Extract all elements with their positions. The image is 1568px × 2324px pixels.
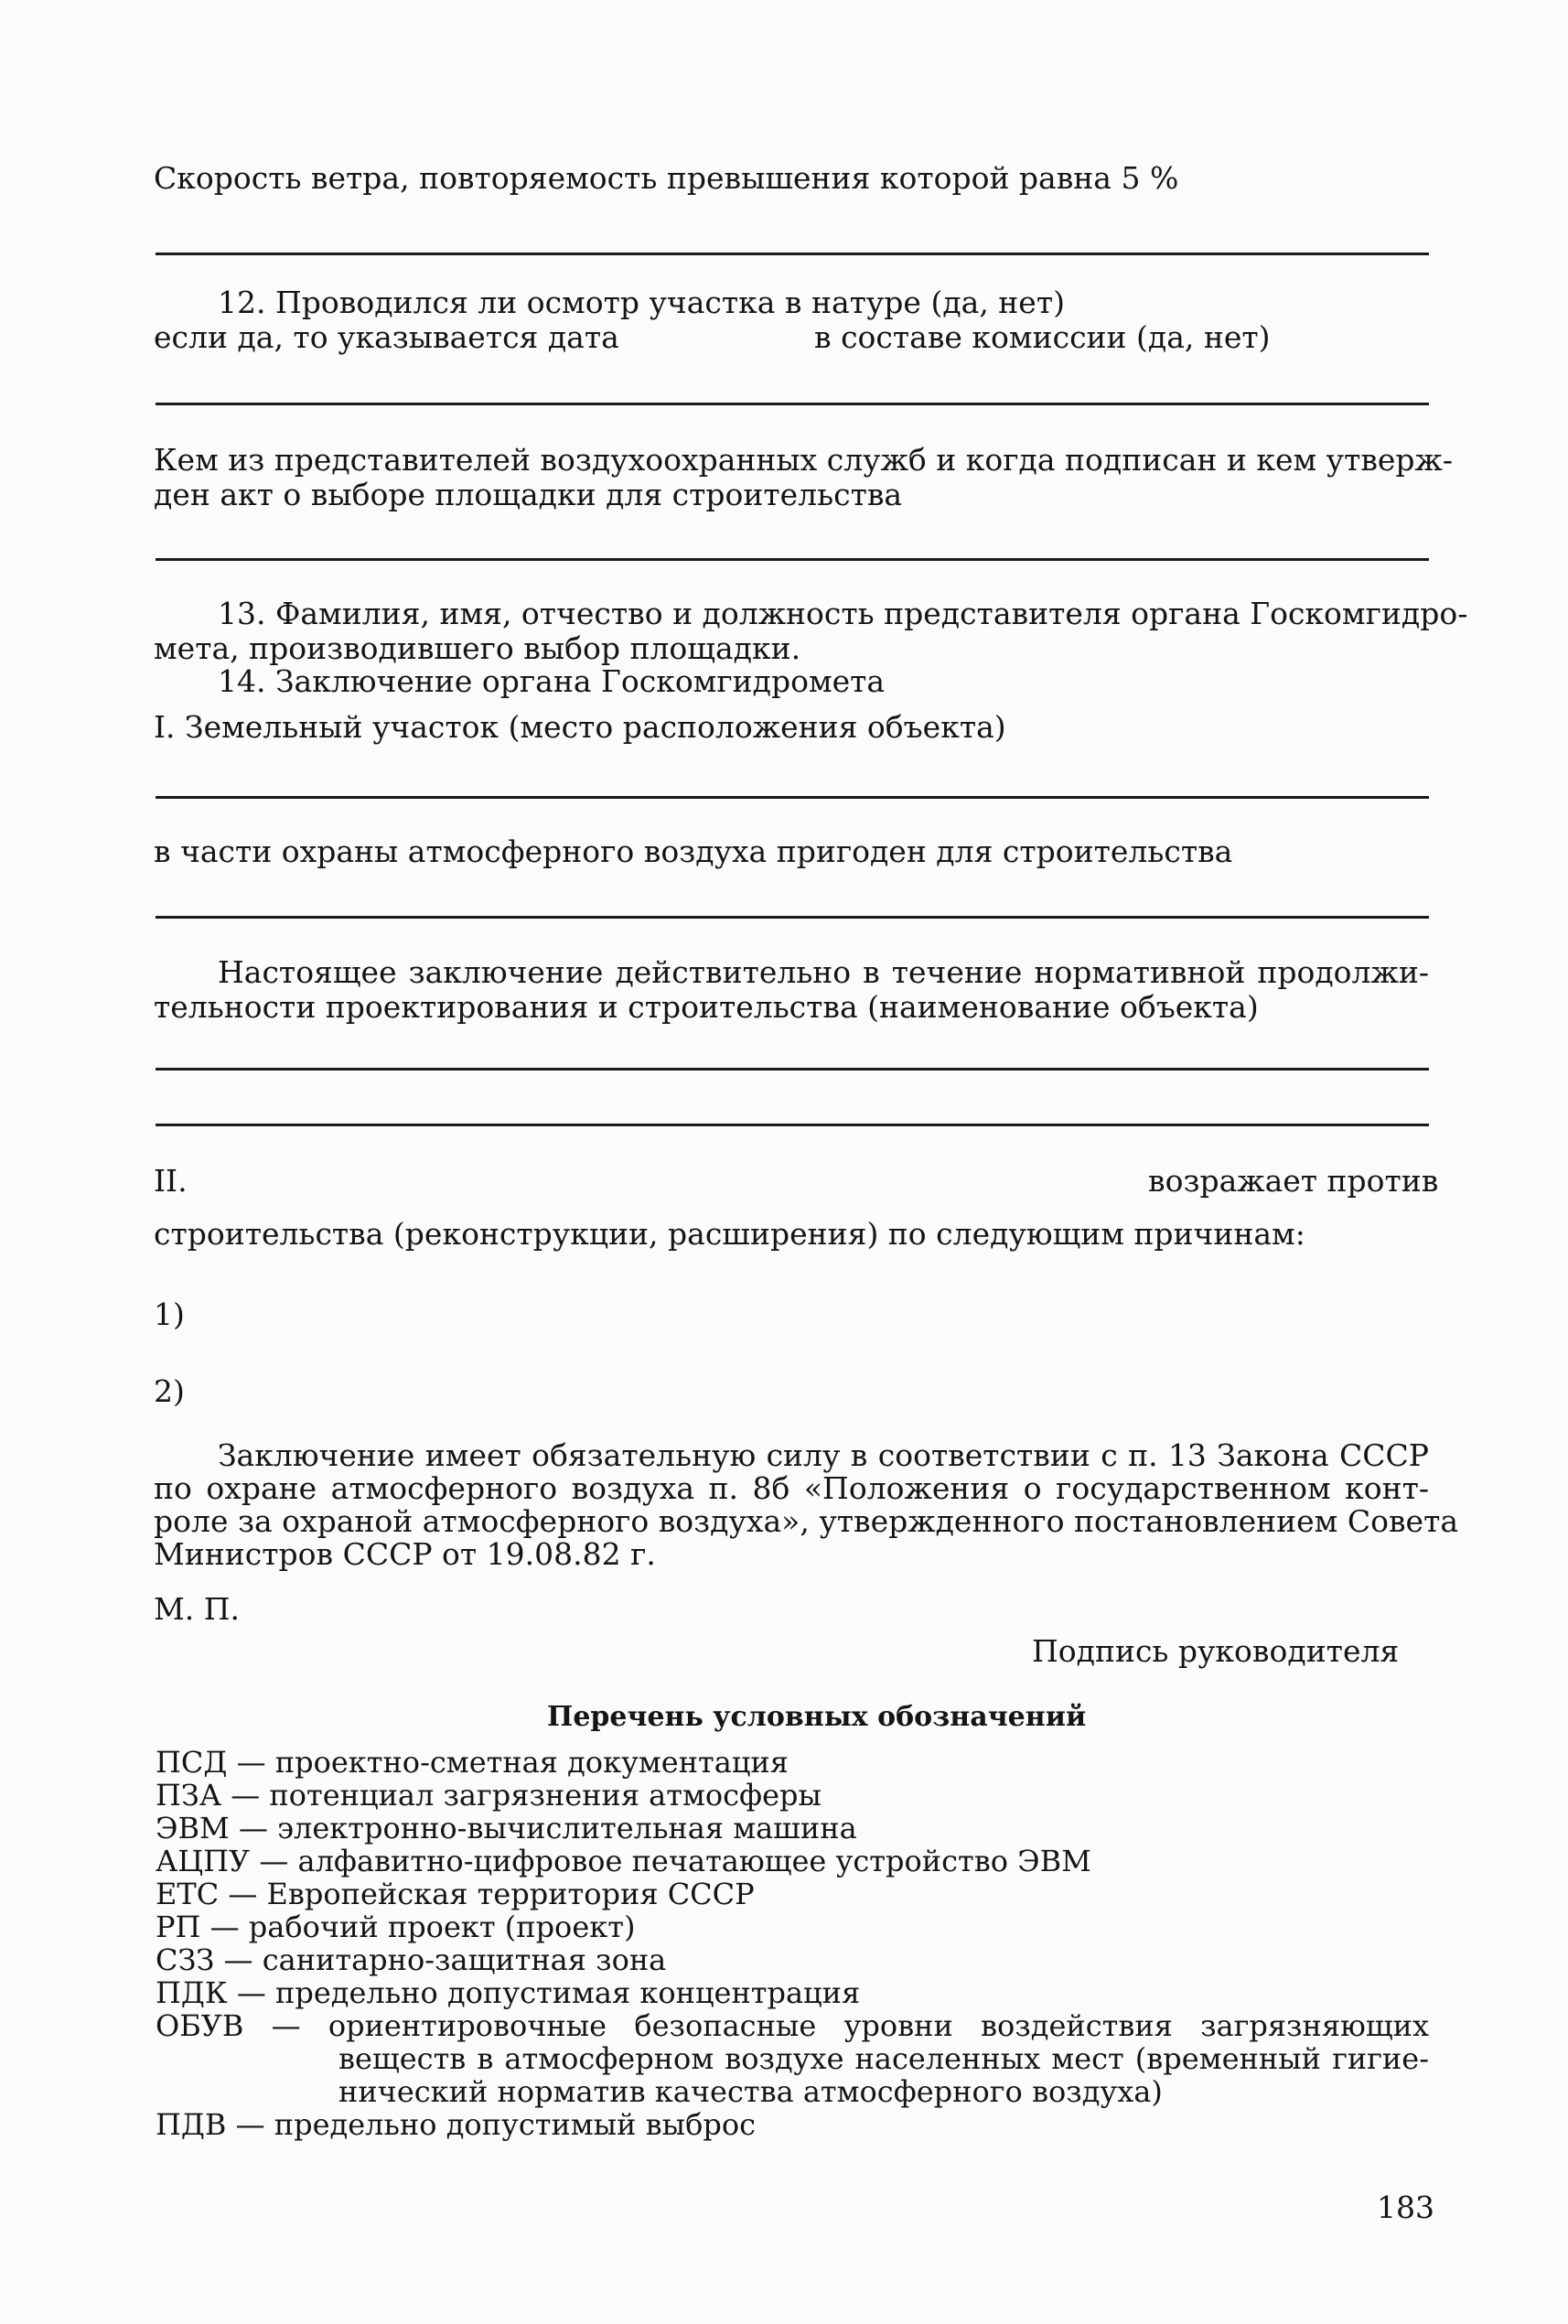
item-12-line-1: 12. Проводился ли осмотр участка в натуре (да, нет) — [218, 285, 1065, 320]
fill-line — [156, 916, 1429, 919]
legal-line-4: Министров СССР от 19.08.82 г. — [154, 1536, 656, 1572]
item-13-line-2: мета, производившего выбор площадки. — [154, 630, 801, 666]
glossary-obuv-line-1: ОБУВ — ориентировочные безопасные уровни воздействия загрязняющих — [156, 2008, 1429, 2043]
item-14-line: 14. Заключение органа Госкомгидромета — [218, 663, 886, 699]
item-12-date-label: если да, то указывается дата — [154, 319, 619, 355]
glossary-obuv-line-2: веществ в атмосферном воздухе населенных мест (временный гигие- — [338, 2041, 1429, 2076]
validity-line-1: Настоящее заключение действительно в течение нормативной продолжи- — [218, 954, 1429, 990]
validity-line-2: тельности проектирования и строительства (наименование объекта) — [154, 989, 1259, 1025]
atmosphere-suitability: в части охраны атмосферного воздуха пригоден для строительства — [154, 834, 1233, 869]
page-number: 183 — [1377, 2190, 1434, 2225]
act-line-2: ден акт о выборе площадки для строительства — [154, 477, 903, 512]
legal-line-2: по охране атмосферного воздуха п. 8б «Положения о государственном конт- — [154, 1470, 1429, 1506]
part-2-reasons-intro: строительства (реконструкции, расширения) по следующим причинам: — [154, 1216, 1305, 1252]
part-2-number: II. — [154, 1163, 188, 1199]
glossary-item: ПСД — проектно-сметная документация — [156, 1745, 789, 1780]
fill-line — [156, 558, 1429, 561]
glossary-item-pdv: ПДВ — предельно допустимый выброс — [156, 2107, 757, 2142]
fill-line — [156, 1068, 1429, 1071]
part-2-objects: возражает против — [1148, 1163, 1439, 1199]
glossary-item: СЗЗ — санитарно-защитная зона — [156, 1942, 667, 1977]
glossary-item: АЦПУ — алфавитно-цифровое печатающее устройство ЭВМ — [156, 1844, 1091, 1878]
reason-1: 1) — [154, 1296, 185, 1332]
glossary-obuv-line-3: нический норматив качества атмосферного воздуха) — [338, 2074, 1163, 2109]
item-12-commission-label: в составе комиссии (да, нет) — [814, 319, 1271, 355]
fill-line — [156, 253, 1429, 255]
stamp-place: М. П. — [154, 1591, 241, 1627]
glossary-item: ПДК — предельно допустимая концентрация — [156, 1975, 861, 2010]
glossary-title: Перечень условных обозначений — [547, 1701, 1087, 1733]
item-13-line-1: 13. Фамилия, имя, отчество и должность представителя органа Госкомгидро- — [218, 596, 1468, 631]
legal-line-3: роле за охраной атмосферного воздуха», утвержденного постановлением Совета — [154, 1503, 1458, 1539]
signature-label: Подпись руководителя — [1032, 1633, 1400, 1669]
act-line-1: Кем из представителей воздухоохранных служб и когда подписан и кем утверж- — [154, 442, 1454, 478]
wind-speed-label: Скорость ветра, повторяемость превышения которой равна 5 % — [154, 160, 1179, 196]
fill-line — [156, 1124, 1429, 1126]
fill-line — [156, 403, 1429, 405]
legal-line-1: Заключение имеет обязательную силу в соответствии с п. 13 Закона СССР — [218, 1437, 1429, 1473]
glossary-item: ПЗА — потенциал загрязнения атмосферы — [156, 1778, 822, 1813]
glossary-item: РП — рабочий проект (проект) — [156, 1910, 636, 1944]
glossary-item: ЕТС — Европейская территория СССР — [156, 1877, 755, 1911]
part-1-label: I. Земельный участок (место расположения объекта) — [154, 709, 1006, 745]
glossary-item: ЭВМ — электронно-вычислительная машина — [156, 1811, 857, 1845]
reason-2: 2) — [154, 1373, 185, 1409]
fill-line — [156, 796, 1429, 799]
